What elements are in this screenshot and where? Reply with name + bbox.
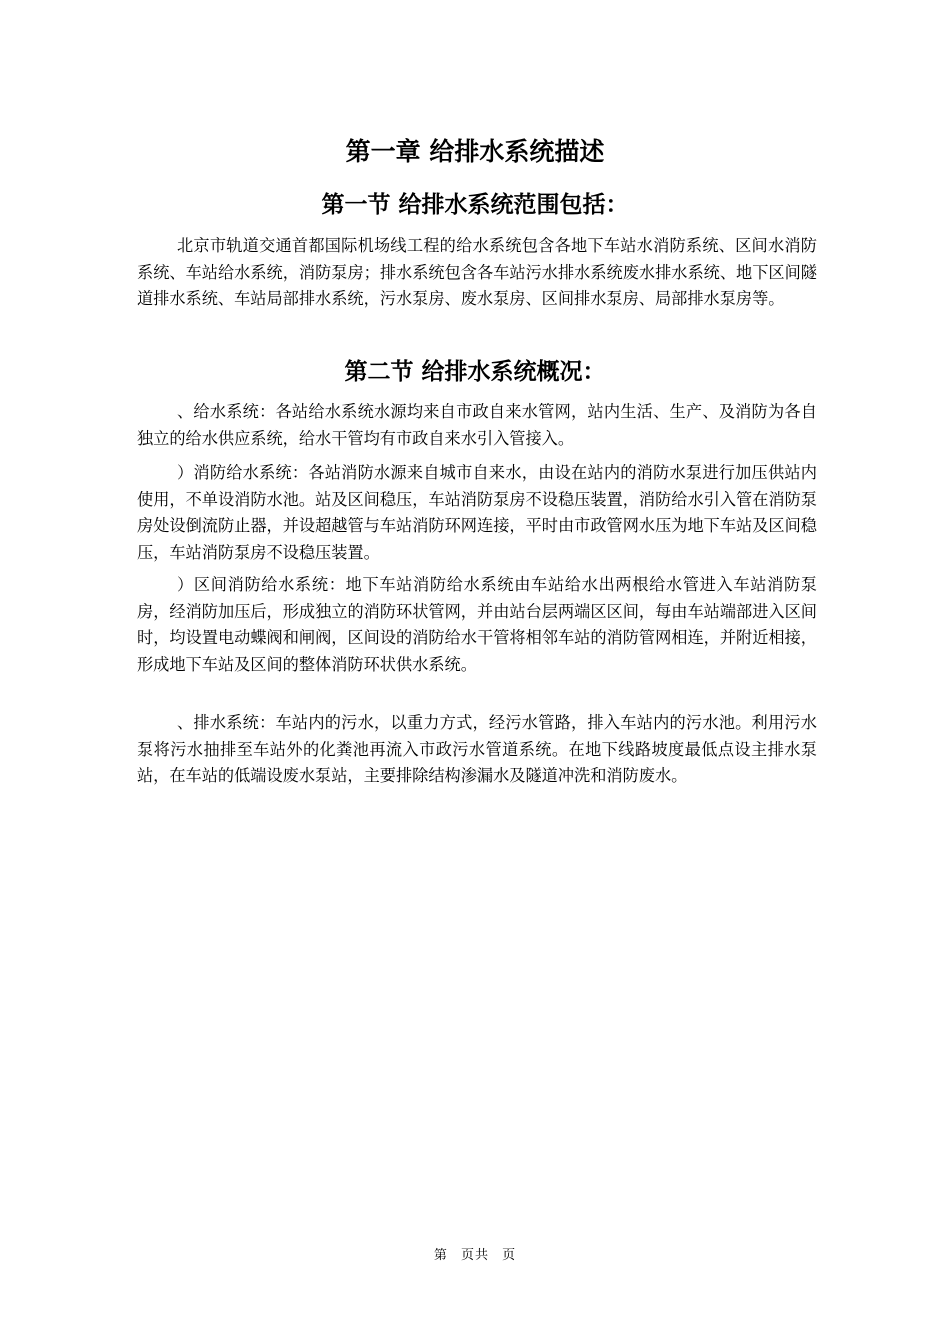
paragraph-water-supply: 、给水系统：各站给水系统水源均来自市政自来水管网，站内生活、生产、及消防为各自独立的给水供应系统，给水干管均有市政自来水引入管接入。 (137, 402, 817, 448)
section-title-scope: 第一节 给排水系统范围包括： (321, 192, 629, 218)
page-footer: 第 页共 页 (433, 1248, 517, 1263)
paragraph-drainage: 、排水系统：车站内的污水，以重力方式，经污水管路，排入车站内的污水池。利用污水泵将污水抽排至车站外的化粪池再流入市政污水管道系统。在地下线路坡度最低点设主排水泵站，在车站的低端设废水泵站，主要排除结构渗漏水及隧道冲洗和消防废水。 (137, 713, 817, 785)
paragraph-section-fire-water: ）区间消防给水系统：地下车站消防给水系统由车站给水出两根给水管进入车站消防泵房，经消防加压后，形成独立的消防环状管网，并由站台层两端区区间，每由车站端部进入区间时，均设置电动蝶阀和闸阀，区间设的消防给水干管将相邻车站的消防管网相连，并附近相接，形成地下车站及区间的整体消防环状供水系统。 (137, 575, 817, 674)
paragraph-fire-water-supply: ）消防给水系统：各站消防水源来自城市自来水，由设在站内的消防水泵进行加压供站内使用，不单设消防水池。站及区间稳压，车站消防泵房不设稳压装置，消防给水引入管在消防泵房处设倒流防止器，并设超越管与车站消防环网连接，平时由市政管网水压为地下车站及区间稳压，车站消防泵房不设稳压装置。 (137, 463, 817, 562)
chapter-title: 第一章 给排水系统描述 (345, 137, 605, 166)
paragraph-scope: 北京市轨道交通首都国际机场线工程的给水系统包含各地下车站水消防系统、区间水消防系统、车站给水系统，消防泵房；排水系统包含各车站污水排水系统废水排水系统、地下区间隧道排水系统、车站局部排水系统，污水泵房、废水泵房、区间排水泵房、局部排水泵房等。 (137, 236, 817, 308)
section-title-overview: 第二节 给排水系统概况： (344, 359, 606, 385)
